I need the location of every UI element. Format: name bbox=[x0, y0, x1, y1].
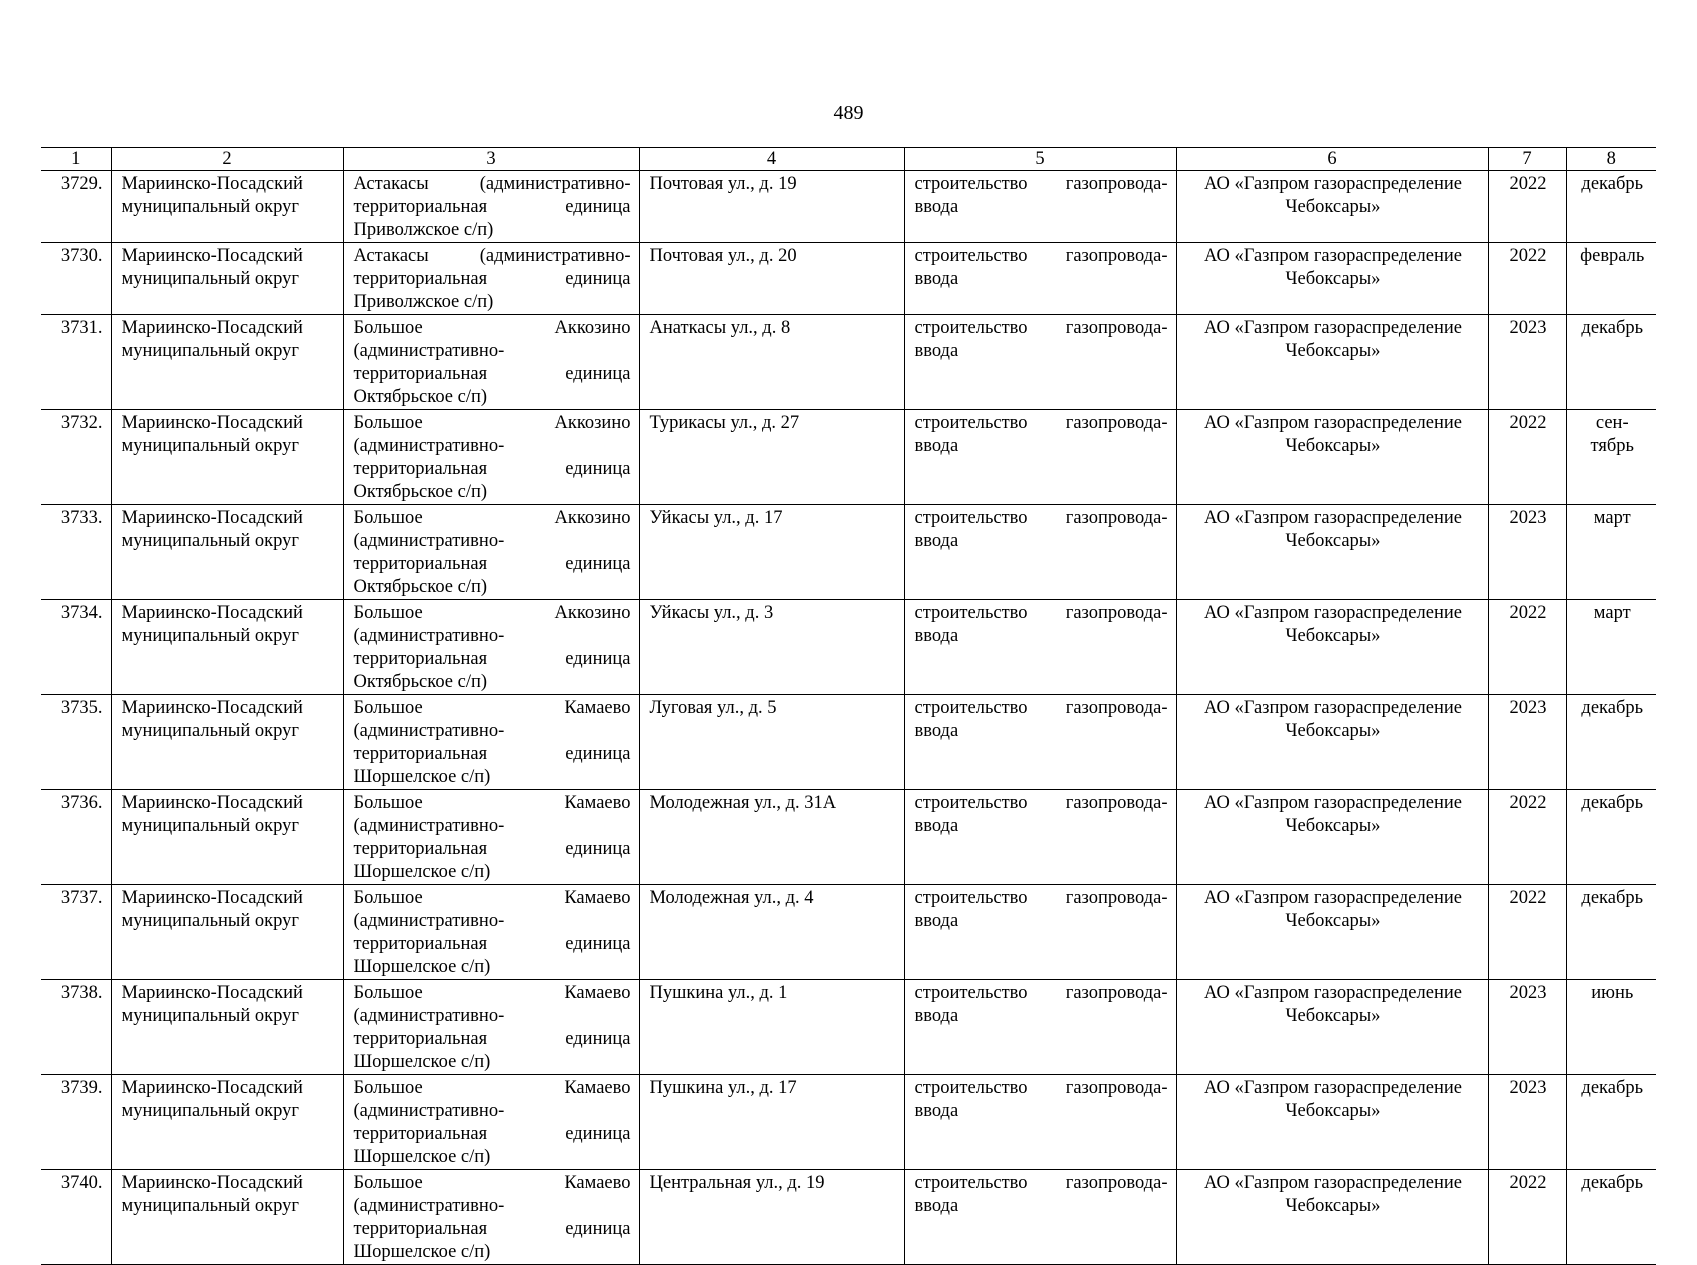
year-cell: 2023 bbox=[1488, 695, 1566, 790]
year-cell: 2022 bbox=[1488, 790, 1566, 885]
month-cell: декабрь bbox=[1566, 1075, 1656, 1170]
settlement-cell: Большое Камаево (административно-территориальная единица Шоршелское с/п) bbox=[343, 1170, 639, 1265]
row-number: 3740. bbox=[41, 1170, 111, 1265]
address-cell: Молодежная ул., д. 4 bbox=[639, 885, 904, 980]
settlement-cell: Большое Камаево (административно-территориальная единица Шоршелское с/п) bbox=[343, 885, 639, 980]
district-cell: Мариинско-Посадский муниципальный округ bbox=[111, 600, 343, 695]
row-number: 3734. bbox=[41, 600, 111, 695]
row-number: 3736. bbox=[41, 790, 111, 885]
month-cell: сен-тябрь bbox=[1566, 410, 1656, 505]
organization-cell: АО «Газпром газораспределение Чебоксары» bbox=[1176, 600, 1488, 695]
table-row bbox=[41, 505, 1656, 600]
column-number-row bbox=[41, 148, 1656, 171]
organization-cell: АО «Газпром газораспределение Чебоксары» bbox=[1176, 315, 1488, 410]
year-cell: 2023 bbox=[1488, 1075, 1566, 1170]
address-cell: Уйкасы ул., д. 17 bbox=[639, 505, 904, 600]
table-row bbox=[41, 790, 1656, 885]
table-row bbox=[41, 315, 1656, 410]
table-row bbox=[41, 410, 1656, 505]
table-row bbox=[41, 980, 1656, 1075]
table-row bbox=[41, 695, 1656, 790]
year-cell: 2022 bbox=[1488, 410, 1566, 505]
month-cell: декабрь bbox=[1566, 1170, 1656, 1265]
year-cell: 2022 bbox=[1488, 243, 1566, 315]
district-cell: Мариинско-Посадский муниципальный округ bbox=[111, 243, 343, 315]
organization-cell: АО «Газпром газораспределение Чебоксары» bbox=[1176, 505, 1488, 600]
column-header: 5 bbox=[904, 148, 1176, 171]
work-type-cell: строительство газопровода-ввода bbox=[904, 315, 1176, 410]
column-header: 7 bbox=[1488, 148, 1566, 171]
month-cell: декабрь bbox=[1566, 315, 1656, 410]
table-row bbox=[41, 243, 1656, 315]
work-type-cell: строительство газопровода-ввода bbox=[904, 171, 1176, 243]
column-header: 2 bbox=[111, 148, 343, 171]
organization-cell: АО «Газпром газораспределение Чебоксары» bbox=[1176, 695, 1488, 790]
month-cell: декабрь bbox=[1566, 171, 1656, 243]
row-number: 3729. bbox=[41, 171, 111, 243]
table-row bbox=[41, 1075, 1656, 1170]
organization-cell: АО «Газпром газораспределение Чебоксары» bbox=[1176, 1075, 1488, 1170]
settlement-cell: Большое Аккозино (административно-территориальная единица Октябрьское с/п) bbox=[343, 505, 639, 600]
address-cell: Почтовая ул., д. 19 bbox=[639, 171, 904, 243]
year-cell: 2023 bbox=[1488, 980, 1566, 1075]
settlement-cell: Астакасы (административно-территориальная единица Приволжское с/п) bbox=[343, 243, 639, 315]
work-type-cell: строительство газопровода-ввода bbox=[904, 980, 1176, 1075]
row-number: 3731. bbox=[41, 315, 111, 410]
settlement-cell: Большое Аккозино (административно-территориальная единица Октябрьское с/п) bbox=[343, 315, 639, 410]
row-number: 3733. bbox=[41, 505, 111, 600]
column-header: 3 bbox=[343, 148, 639, 171]
settlement-cell: Большое Аккозино (административно-территориальная единица Октябрьское с/п) bbox=[343, 410, 639, 505]
table-row bbox=[41, 1170, 1656, 1265]
district-cell: Мариинско-Посадский муниципальный округ bbox=[111, 410, 343, 505]
district-cell: Мариинско-Посадский муниципальный округ bbox=[111, 315, 343, 410]
organization-cell: АО «Газпром газораспределение Чебоксары» bbox=[1176, 410, 1488, 505]
address-cell: Центральная ул., д. 19 bbox=[639, 1170, 904, 1265]
column-header: 6 bbox=[1176, 148, 1488, 171]
address-cell: Пушкина ул., д. 17 bbox=[639, 1075, 904, 1170]
organization-cell: АО «Газпром газораспределение Чебоксары» bbox=[1176, 885, 1488, 980]
row-number: 3730. bbox=[41, 243, 111, 315]
organization-cell: АО «Газпром газораспределение Чебоксары» bbox=[1176, 171, 1488, 243]
organization-cell: АО «Газпром газораспределение Чебоксары» bbox=[1176, 980, 1488, 1075]
address-cell: Турикасы ул., д. 27 bbox=[639, 410, 904, 505]
year-cell: 2022 bbox=[1488, 171, 1566, 243]
settlement-cell: Большое Камаево (административно-территориальная единица Шоршелское с/п) bbox=[343, 790, 639, 885]
row-number: 3739. bbox=[41, 1075, 111, 1170]
work-type-cell: строительство газопровода-ввода bbox=[904, 410, 1176, 505]
work-type-cell: строительство газопровода-ввода bbox=[904, 243, 1176, 315]
month-cell: декабрь bbox=[1566, 790, 1656, 885]
month-cell: июнь bbox=[1566, 980, 1656, 1075]
work-type-cell: строительство газопровода-ввода bbox=[904, 1075, 1176, 1170]
organization-cell: АО «Газпром газораспределение Чебоксары» bbox=[1176, 790, 1488, 885]
address-cell: Почтовая ул., д. 20 bbox=[639, 243, 904, 315]
row-number: 3738. bbox=[41, 980, 111, 1075]
district-cell: Мариинско-Посадский муниципальный округ bbox=[111, 1075, 343, 1170]
district-cell: Мариинско-Посадский муниципальный округ bbox=[111, 790, 343, 885]
work-type-cell: строительство газопровода-ввода bbox=[904, 790, 1176, 885]
district-cell: Мариинско-Посадский муниципальный округ bbox=[111, 885, 343, 980]
district-cell: Мариинско-Посадский муниципальный округ bbox=[111, 1170, 343, 1265]
month-cell: март bbox=[1566, 505, 1656, 600]
settlement-cell: Большое Камаево (административно-территориальная единица Шоршелское с/п) bbox=[343, 1075, 639, 1170]
year-cell: 2023 bbox=[1488, 315, 1566, 410]
settlement-cell: Большое Аккозино (административно-территориальная единица Октябрьское с/п) bbox=[343, 600, 639, 695]
row-number: 3732. bbox=[41, 410, 111, 505]
work-type-cell: строительство газопровода-ввода bbox=[904, 695, 1176, 790]
year-cell: 2022 bbox=[1488, 1170, 1566, 1265]
page-number: 489 bbox=[833, 102, 864, 124]
address-cell: Уйкасы ул., д. 3 bbox=[639, 600, 904, 695]
district-cell: Мариинско-Посадский муниципальный округ bbox=[111, 171, 343, 243]
year-cell: 2022 bbox=[1488, 885, 1566, 980]
work-type-cell: строительство газопровода-ввода bbox=[904, 600, 1176, 695]
year-cell: 2023 bbox=[1488, 505, 1566, 600]
column-header: 8 bbox=[1566, 148, 1656, 171]
column-header: 1 bbox=[41, 148, 111, 171]
row-number: 3737. bbox=[41, 885, 111, 980]
work-type-cell: строительство газопровода-ввода bbox=[904, 1170, 1176, 1265]
district-cell: Мариинско-Посадский муниципальный округ bbox=[111, 505, 343, 600]
district-cell: Мариинско-Посадский муниципальный округ bbox=[111, 980, 343, 1075]
address-cell: Пушкина ул., д. 1 bbox=[639, 980, 904, 1075]
month-cell: март bbox=[1566, 600, 1656, 695]
month-cell: декабрь bbox=[1566, 885, 1656, 980]
work-type-cell: строительство газопровода-ввода bbox=[904, 885, 1176, 980]
month-cell: декабрь bbox=[1566, 695, 1656, 790]
settlement-cell: Большое Камаево (административно-территориальная единица Шоршелское с/п) bbox=[343, 980, 639, 1075]
settlement-cell: Большое Камаево (административно-территориальная единица Шоршелское с/п) bbox=[343, 695, 639, 790]
settlement-cell: Астакасы (административно-территориальная единица Приволжское с/п) bbox=[343, 171, 639, 243]
column-header: 4 bbox=[639, 148, 904, 171]
address-cell: Анаткасы ул., д. 8 bbox=[639, 315, 904, 410]
organization-cell: АО «Газпром газораспределение Чебоксары» bbox=[1176, 243, 1488, 315]
address-cell: Молодежная ул., д. 31А bbox=[639, 790, 904, 885]
table-row bbox=[41, 600, 1656, 695]
district-cell: Мариинско-Посадский муниципальный округ bbox=[111, 695, 343, 790]
year-cell: 2022 bbox=[1488, 600, 1566, 695]
table-row bbox=[41, 885, 1656, 980]
work-type-cell: строительство газопровода-ввода bbox=[904, 505, 1176, 600]
gas-pipeline-table bbox=[41, 147, 1656, 1265]
month-cell: февраль bbox=[1566, 243, 1656, 315]
address-cell: Луговая ул., д. 5 bbox=[639, 695, 904, 790]
table-row bbox=[41, 171, 1656, 243]
organization-cell: АО «Газпром газораспределение Чебоксары» bbox=[1176, 1170, 1488, 1265]
row-number: 3735. bbox=[41, 695, 111, 790]
